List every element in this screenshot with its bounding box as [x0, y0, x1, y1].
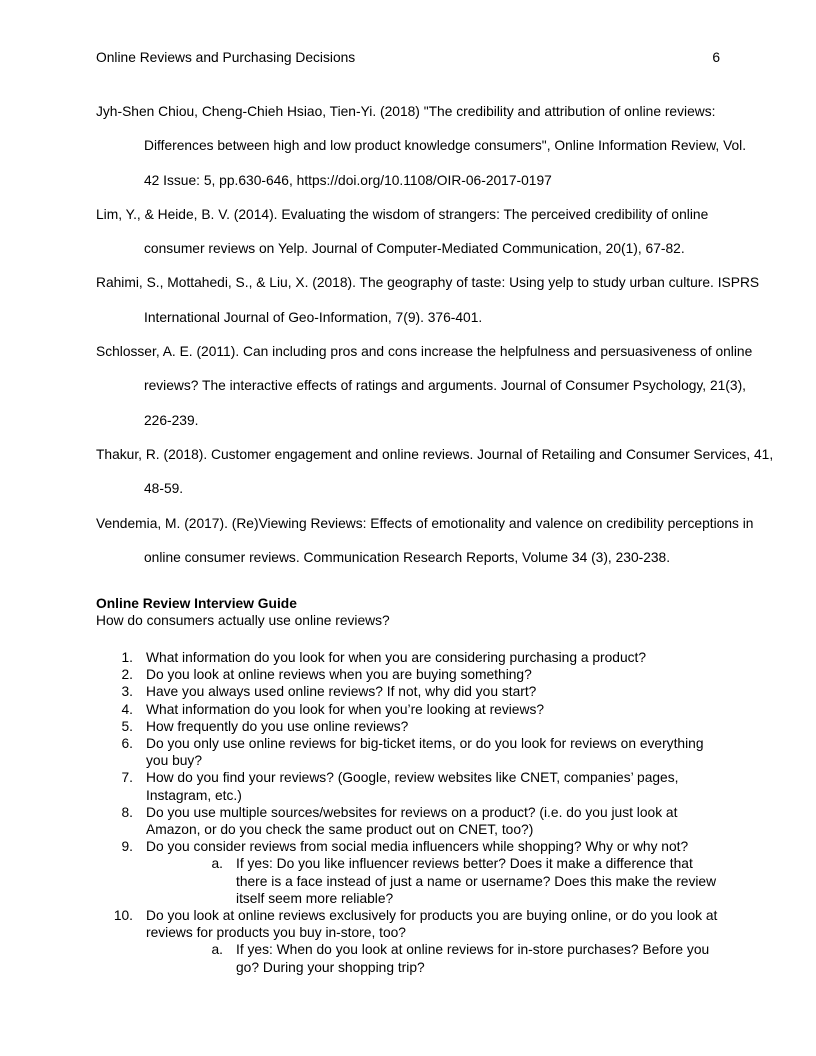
question-text: Have you always used online reviews? If not, why did you start? — [146, 684, 537, 700]
question-number: 1. — [121, 650, 133, 665]
reference-line: Thakur, R. (2018). Customer engagement and online reviews. Journal of Retailing and Consumer Services, 41, — [96, 446, 774, 462]
question-number: 7. — [121, 770, 133, 786]
interview-questions-list — [96, 649, 744, 976]
question-text: Do you look at online reviews when you are buying something? — [146, 667, 532, 683]
question-number: 5. — [121, 718, 133, 734]
question-text: What information do you look for when you’re looking at reviews? — [146, 701, 545, 717]
reference-line: Differences between high and low product knowledge consumers", Online Information Review, Vol. — [144, 138, 747, 154]
question-item — [96, 804, 744, 838]
references-section — [96, 95, 774, 575]
question-sub-text: If yes: Do you like influencer reviews better? Does it make a difference that there is a face instead of just a name or username? Does this make the review itself seem more reliable? — [236, 856, 717, 906]
reference-line: online consumer reviews. Communication Research Reports, Volume 34 (3), 230-238. — [144, 549, 671, 565]
section-subheading: How do consumers actually use online reviews? — [96, 613, 390, 629]
reference-line: 48-59. — [144, 481, 184, 497]
question-item — [96, 683, 744, 700]
page-number: 6 — [712, 50, 720, 65]
reference-line: consumer reviews on Yelp. Journal of Computer-Mediated Communication, 20(1), 67-82. — [144, 241, 685, 257]
question-number: 8. — [121, 804, 133, 820]
reference-line: 42 Issue: 5, pp.630-646, https://doi.org/10.1108/OIR-06-2017-0197 — [144, 172, 552, 188]
reference-line: reviews? The interactive effects of ratings and arguments. Journal of Consumer Psychology, 21(3), — [144, 378, 746, 394]
section-heading: Online Review Interview Guide — [96, 596, 297, 611]
question-number: 2. — [121, 667, 133, 683]
question-item — [96, 838, 744, 855]
question-number: 6. — [121, 736, 133, 752]
question-item — [96, 718, 744, 735]
question-item — [96, 735, 744, 769]
question-sub-item — [96, 941, 744, 975]
question-item — [96, 666, 744, 683]
question-item — [96, 701, 744, 718]
question-number: 9. — [121, 839, 133, 855]
interview-guide-header — [96, 595, 720, 629]
question-item — [96, 907, 744, 941]
question-text: Do you consider reviews from social media influencers while shopping? Why or why not? — [146, 839, 689, 855]
question-text: Do you only use online reviews for big-ticket items, or do you look for reviews on everything you buy? — [146, 736, 704, 769]
question-sub-text: If yes: When do you look at online reviews for in-store purchases? Before you go? During your shopping trip? — [236, 942, 710, 975]
reference-line: Jyh-Shen Chiou, Cheng-Chieh Hsiao, Tien-Yi. (2018) "The credibility and attribution of online reviews: — [96, 104, 716, 119]
running-head: Online Reviews and Purchasing Decisions — [96, 50, 356, 65]
page-header — [96, 50, 720, 66]
question-sub-letter: a. — [211, 942, 223, 958]
question-item — [96, 769, 744, 803]
reference-line: Lim, Y., & Heide, B. V. (2014). Evaluating the wisdom of strangers: The perceived credibility of online — [96, 206, 709, 222]
reference-line: International Journal of Geo-Information, 7(9). 376-401. — [144, 309, 483, 325]
question-item — [96, 649, 744, 666]
question-sub-item — [96, 855, 744, 907]
question-text: Do you look at online reviews exclusively for products you are buying online, or do you look at reviews for products you buy in-store, too? — [146, 908, 718, 941]
question-number: 4. — [121, 701, 133, 717]
question-text: Do you use multiple sources/websites for reviews on a product? (i.e. do you just look at Amazon, or do you check the same product out on CNET, too?) — [146, 804, 678, 838]
question-text: How frequently do you use online reviews? — [146, 718, 409, 734]
reference-line: Vendemia, M. (2017). (Re)Viewing Reviews: Effects of emotionality and valence on credibility perceptions in — [96, 515, 754, 531]
question-number: 3. — [121, 684, 133, 700]
question-text: What information do you look for when you are considering purchasing a product? — [146, 650, 647, 665]
reference-line: Rahimi, S., Mottahedi, S., & Liu, X. (2018). The geography of taste: Using yelp to study urban culture. ISPRS — [96, 275, 760, 291]
question-text: How do you find your reviews? (Google, review websites like CNET, companies’ pages, Instagram, etc.) — [146, 770, 679, 803]
reference-line: 226-239. — [144, 412, 199, 428]
question-number: 10. — [113, 908, 133, 924]
reference-line: Schlosser, A. E. (2011). Can including pros and cons increase the helpfulness and persuasiveness of online — [96, 344, 753, 360]
question-sub-letter: a. — [211, 856, 223, 872]
